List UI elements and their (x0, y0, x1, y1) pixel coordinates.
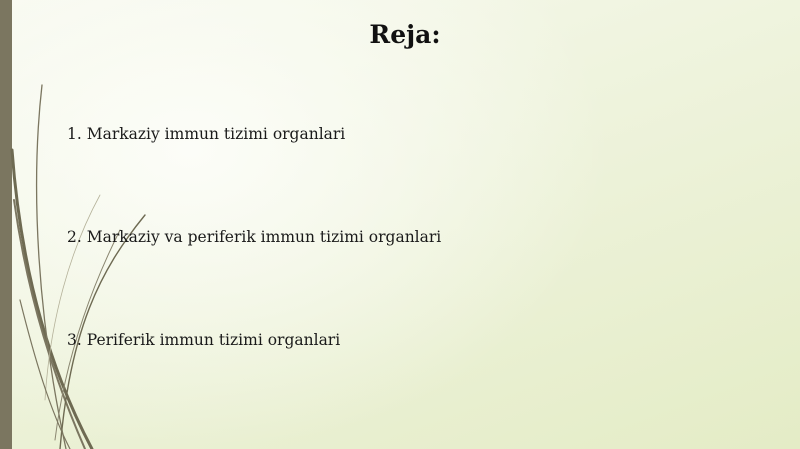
agenda-item: 3. Periferik immun tizimi organlari (67, 331, 341, 349)
agenda-item: 2. Markaziy va periferik immun tizimi organlari (67, 228, 442, 246)
agenda-item: 1. Markaziy immun tizimi organlari (67, 125, 346, 143)
grass-blade (12, 150, 92, 449)
grass-blade (37, 85, 66, 449)
slide-title: Reja: (369, 20, 441, 49)
